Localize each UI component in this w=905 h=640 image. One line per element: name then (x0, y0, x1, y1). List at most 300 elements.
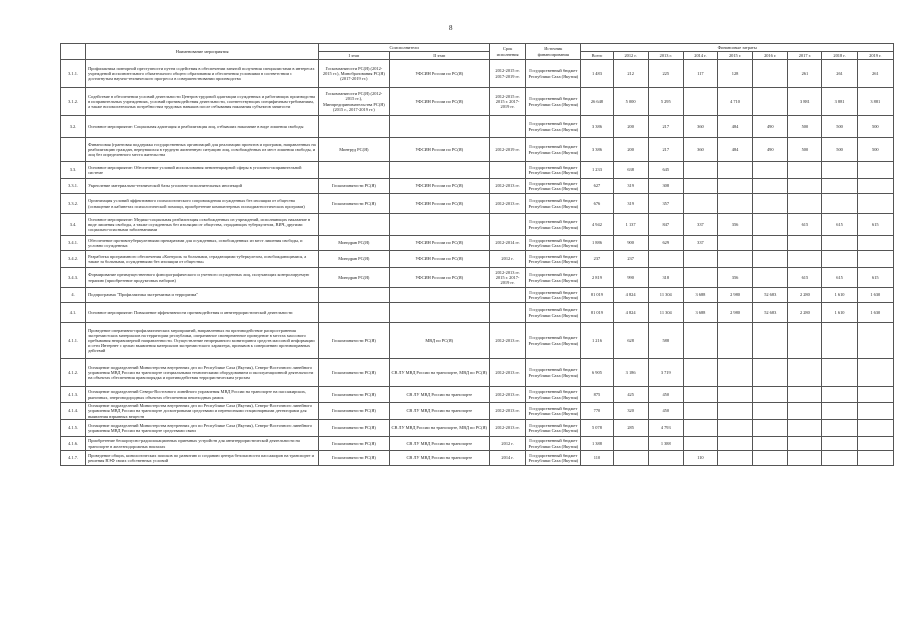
cost-2016 (753, 60, 788, 88)
funding-source: Государственный бюджет Республики Саха (Якутия) (526, 179, 581, 194)
cost-2016 (753, 359, 788, 387)
cost-2012: 1 137 (613, 214, 648, 236)
coexecutor-stage-2: УФСИН России по РС(Я) (389, 194, 489, 214)
cost-2012: 628 (613, 323, 648, 359)
cost-2019 (857, 179, 893, 194)
coexecutor-stage-2: МВД по РС(Я) (389, 323, 489, 359)
row-number: 3.4.3. (61, 268, 86, 288)
cost-2019 (857, 451, 893, 466)
cost-2012: 200 (613, 138, 648, 162)
coexecutor-stage-2: СВ ЛУ МВД России на транспорте (389, 451, 489, 466)
coexecutor-stage-1: Госкомзанятости РС(Я) (319, 437, 389, 451)
cost-2013: 4 793 (648, 420, 683, 437)
cost-2012: 4 824 (613, 303, 648, 323)
cost-2012: 4 824 (613, 288, 648, 303)
funding-source: Государственный бюджет Республики Саха (Якутия) (526, 214, 581, 236)
cost-2012: 320 (613, 403, 648, 420)
header-year-2015: 2015 г. (718, 52, 753, 60)
event-description: Проведение общих, кинологических поисков по развитию и созданию центра безопасности пассажиров на транспорте и решения ВЭФ своих собственных условий (86, 451, 319, 466)
cost-2016: 52 683 (753, 303, 788, 323)
header-stage-2: II этап (389, 52, 489, 60)
coexecutor-stage-2: УФСИН России по РС(Я) (389, 138, 489, 162)
cost-2016 (753, 437, 788, 451)
cost-2015 (718, 420, 753, 437)
table-row (61, 288, 894, 303)
cost-2018 (822, 162, 857, 179)
row-number: 3.1.1. (61, 60, 86, 88)
total-cost: 110 (581, 451, 613, 466)
total-cost: 4 942 (581, 214, 613, 236)
cost-2013: 450 (648, 403, 683, 420)
cost-2018 (822, 437, 857, 451)
table-row (61, 268, 894, 288)
cost-2019: 615 (857, 214, 893, 236)
cost-2018 (822, 323, 857, 359)
event-description: Разработка программного обеспечения «Контроль за больными, страдающими туберкулезом, освобождающимися, а также за больными, осужденными без изоляции от общества» (86, 251, 319, 268)
table-row (61, 194, 894, 214)
execution-term: 2012-2013 гг. (489, 323, 525, 359)
row-number: 3.4. (61, 214, 86, 236)
total-cost: 875 (581, 387, 613, 403)
cost-2015 (718, 403, 753, 420)
cost-2016 (753, 451, 788, 466)
cost-2018 (822, 236, 857, 251)
row-number: 4.1.6. (61, 437, 86, 451)
cost-2014: 110 (683, 451, 717, 466)
cost-2018 (822, 194, 857, 214)
cost-2016 (753, 179, 788, 194)
cost-2016: 52 683 (753, 288, 788, 303)
cost-2018: 261 (822, 60, 857, 88)
header-financial-costs: Финансовые затраты (581, 44, 894, 52)
header-funding-source: Источник финансирования (526, 44, 581, 60)
execution-term (489, 162, 525, 179)
row-number: 4.1.5. (61, 420, 86, 437)
cost-2019: 1 630 (857, 303, 893, 323)
cost-2018: 615 (822, 214, 857, 236)
table-row (61, 359, 894, 387)
funding-source: Государственный бюджет Республики Саха (Якутия) (526, 387, 581, 403)
cost-2012: 319 (613, 179, 648, 194)
total-cost: 627 (581, 179, 613, 194)
cost-2018 (822, 403, 857, 420)
cost-2014 (683, 387, 717, 403)
coexecutor-stage-2: СВ ЛУ МВД России на транспорте, МВД по РС(Я) (389, 420, 489, 437)
table-row (61, 251, 894, 268)
cost-2015 (718, 359, 753, 387)
row-number: 3.3.1. (61, 179, 86, 194)
coexecutor-stage-1 (319, 162, 389, 179)
cost-2014 (683, 251, 717, 268)
funding-source: Государственный бюджет Республики Саха (Якутия) (526, 162, 581, 179)
table-row (61, 303, 894, 323)
header-year-2017: 2017 г. (788, 52, 822, 60)
cost-2013: 5 295 (648, 88, 683, 116)
row-number: 3.3. (61, 162, 86, 179)
cost-2019 (857, 251, 893, 268)
funding-source: Государственный бюджет Республики Саха (Якутия) (526, 323, 581, 359)
funding-source: Государственный бюджет Республики Саха (Якутия) (526, 268, 581, 288)
total-cost: 770 (581, 403, 613, 420)
cost-2019: 615 (857, 268, 893, 288)
header-event-name: Наименование мероприятия (86, 44, 319, 60)
cost-2012: 638 (613, 162, 648, 179)
cost-2016 (753, 214, 788, 236)
funding-source: Государственный бюджет Республики Саха (Якутия) (526, 251, 581, 268)
cost-2018 (822, 420, 857, 437)
coexecutor-stage-1: Госкомзанятости РС(Я) (319, 179, 389, 194)
cost-2019 (857, 420, 893, 437)
total-cost: 1 483 (581, 60, 613, 88)
cost-2014: 3 688 (683, 303, 717, 323)
row-number: 4. (61, 288, 86, 303)
cost-2018: 500 (822, 138, 857, 162)
cost-2019: 500 (857, 138, 893, 162)
cost-2015: 356 (718, 268, 753, 288)
cost-2014: 337 (683, 236, 717, 251)
header-total: Всего (581, 52, 613, 60)
cost-2017 (788, 403, 822, 420)
execution-term: 2012-2015 гг. 2015 г. 2017-2019 гг. (489, 88, 525, 116)
execution-term: 2012 г. (489, 251, 525, 268)
coexecutor-stage-1: Госкомзанятости РС(Я) (319, 403, 389, 420)
row-number: 3.4.1. (61, 236, 86, 251)
event-description: Проведение оперативно-профилактических мероприятий, направленных на противодействие распространения экстремистских материалов на территории республики, оперативное своевременное проведение в местах массового пребывания неправомерной направленности. Осуществление непрерывного мониторинга средств массовой информации и сети Интернет с целью выявления материалов экстремистского характера, призывов к совершению противоправных действий (86, 323, 319, 359)
cost-2016 (753, 403, 788, 420)
cost-2012: 237 (613, 251, 648, 268)
cost-2014: 360 (683, 116, 717, 138)
header-coexecutors: Соисполнители (319, 44, 490, 52)
header-year-2016: 2016 г. (753, 52, 788, 60)
coexecutor-stage-1: Минздрав РС(Я) (319, 268, 389, 288)
cost-2012: 285 (613, 420, 648, 437)
cost-2013 (648, 451, 683, 466)
event-description: Подпрограмма "Профилактика экстремизма и терроризма" (86, 288, 319, 303)
funding-source: Государственный бюджет Республики Саха (Якутия) (526, 88, 581, 116)
event-description: Организация условий эффективного психологического сопровождения осужденных без изоляции от общества (оснащение в кабинетах психологической помощи, приобретение компьютерных психодиагностических программ) (86, 194, 319, 214)
cost-2015: 2 980 (718, 288, 753, 303)
total-cost: 3 386 (581, 138, 613, 162)
cost-2014 (683, 359, 717, 387)
cost-2015: 484 (718, 138, 753, 162)
cost-2013: 588 (648, 323, 683, 359)
execution-term: 2012-2015 гг. 2017-2019 гг. (489, 60, 525, 88)
cost-2017 (788, 162, 822, 179)
funding-source: Государственный бюджет Республики Саха (Якутия) (526, 303, 581, 323)
coexecutor-stage-1 (319, 288, 389, 303)
total-cost: 81 019 (581, 288, 613, 303)
row-number: 4.1.4. (61, 403, 86, 420)
coexecutor-stage-2 (389, 214, 489, 236)
execution-term: 2014 г. (489, 451, 525, 466)
cost-2014 (683, 268, 717, 288)
cost-2016 (753, 236, 788, 251)
coexecutor-stage-1: Госкомзанятости РС(Я) (2012-2015 гг.), Минпредпринимательства РС(Я) (2015 г., 2017-2019 гг.) (319, 88, 389, 116)
table-row (61, 236, 894, 251)
coexecutor-stage-1: Госкомзанятости РС(Я) (319, 387, 389, 403)
cost-2014: 117 (683, 60, 717, 88)
cost-2014 (683, 323, 717, 359)
execution-term: 2012-2013 гг. (489, 359, 525, 387)
execution-term (489, 116, 525, 138)
coexecutor-stage-1: Госкомзанятости РС(Я) (319, 451, 389, 466)
cost-2014: 3 688 (683, 288, 717, 303)
table-row (61, 387, 894, 403)
total-cost: 1 216 (581, 323, 613, 359)
cost-2013: 847 (648, 214, 683, 236)
cost-2019 (857, 387, 893, 403)
cost-2013: 3 719 (648, 359, 683, 387)
page-number: 8 (449, 24, 453, 32)
total-cost: 81 019 (581, 303, 613, 323)
funding-source: Государственный бюджет Республики Саха (Якутия) (526, 236, 581, 251)
coexecutor-stage-2: СВ ЛУ МВД России на транспорте (389, 437, 489, 451)
cost-2017 (788, 194, 822, 214)
cost-2017: 261 (788, 60, 822, 88)
cost-2013: 318 (648, 268, 683, 288)
funding-source: Государственный бюджет Республики Саха (Якутия) (526, 451, 581, 466)
coexecutor-stage-2 (389, 303, 489, 323)
cost-2019: 3 881 (857, 88, 893, 116)
header-year-2019: 2019 г. (857, 52, 893, 60)
table-row (61, 420, 894, 437)
header-year-2013: 2013 г. (648, 52, 683, 60)
cost-2015 (718, 179, 753, 194)
cost-2015: 128 (718, 60, 753, 88)
header-stage-1: I этап (319, 52, 389, 60)
row-number: 4.1.3. (61, 387, 86, 403)
row-number: 3.4.2. (61, 251, 86, 268)
execution-term (489, 214, 525, 236)
funding-source: Государственный бюджет Республики Саха (Якутия) (526, 403, 581, 420)
cost-2012 (613, 437, 648, 451)
cost-2012: 3 186 (613, 359, 648, 387)
cost-2019 (857, 323, 893, 359)
total-cost: 1 233 (581, 162, 613, 179)
cost-2016: 490 (753, 138, 788, 162)
coexecutor-stage-2 (389, 288, 489, 303)
coexecutor-stage-1 (319, 214, 389, 236)
cost-2018: 615 (822, 268, 857, 288)
cost-2017 (788, 387, 822, 403)
cost-2014 (683, 162, 717, 179)
cost-2014 (683, 179, 717, 194)
event-description: Основное мероприятие: Обеспечение условий использования пенитенциарной сферы в уголовно-исправительной системе (86, 162, 319, 179)
event-description: Оснащение подразделений Министерства внутренних дел по Республике Саха (Якутия), Северо-Восточного линейного управления МВД России на транспорте специальными техническими оборудованием и эксплуатационной деятельности на объектах обеспечения правопорядка и противодействия террористическим угрозам (86, 359, 319, 387)
event-description: Формирование преимущественного флюорографического и учетного осужденных лиц, получающих контролируемую терапию (приобретение продуктовых наборов) (86, 268, 319, 288)
cost-2015 (718, 236, 753, 251)
cost-2017 (788, 179, 822, 194)
execution-term: 2012-2019 гг. (489, 138, 525, 162)
table-row (61, 323, 894, 359)
cost-2019 (857, 194, 893, 214)
cost-2016 (753, 323, 788, 359)
cost-2013: 225 (648, 60, 683, 88)
cost-2013: 11 304 (648, 288, 683, 303)
row-number: 3.2. (61, 116, 86, 138)
coexecutor-stage-2: СВ ЛУ МВД России на транспорте (389, 387, 489, 403)
total-cost: 1 886 (581, 236, 613, 251)
coexecutor-stage-2: УФСИН России по РС(Я) (389, 60, 489, 88)
cost-2014: 337 (683, 214, 717, 236)
funding-source: Государственный бюджет Республики Саха (Якутия) (526, 359, 581, 387)
execution-term (489, 288, 525, 303)
coexecutor-stage-2: УФСИН России по РС(Я) (389, 236, 489, 251)
total-cost: 2 819 (581, 268, 613, 288)
event-description: Обеспечение противотуберкулезными препаратами для осужденных, освобожденных из мест лишения свободы, и условно осужденных (86, 236, 319, 251)
total-cost: 237 (581, 251, 613, 268)
cost-2018 (822, 251, 857, 268)
execution-term (489, 303, 525, 323)
cost-2017: 615 (788, 214, 822, 236)
cost-2015: 356 (718, 214, 753, 236)
event-description: Основное мероприятие: Повышение эффективности противодействия и антитеррористической деятельности (86, 303, 319, 323)
cost-2012: 425 (613, 387, 648, 403)
coexecutor-stage-1: Госкомзанятости РС(Я) (319, 323, 389, 359)
cost-2016 (753, 88, 788, 116)
coexecutor-stage-1: Госкомзанятости РС(Я) (319, 359, 389, 387)
cost-2017: 500 (788, 138, 822, 162)
cost-2018 (822, 359, 857, 387)
table-row (61, 403, 894, 420)
cost-2017: 3 881 (788, 88, 822, 116)
coexecutor-stage-2 (389, 162, 489, 179)
cost-2017 (788, 420, 822, 437)
cost-2019 (857, 359, 893, 387)
cost-2014 (683, 194, 717, 214)
funding-source: Государственный бюджет Республики Саха (Якутия) (526, 116, 581, 138)
coexecutor-stage-1: Минздрав РС(Я) (319, 251, 389, 268)
program-events-table (60, 43, 894, 466)
total-cost: 676 (581, 194, 613, 214)
cost-2016 (753, 420, 788, 437)
coexecutor-stage-2: УФСИН России по РС(Я) (389, 268, 489, 288)
coexecutor-stage-2: СВ ЛУ МВД России на транспорте (389, 403, 489, 420)
coexecutor-stage-2 (389, 116, 489, 138)
funding-source: Государственный бюджет Республики Саха (Якутия) (526, 288, 581, 303)
event-description: Оснащение подразделений Министерства внутренних дел по Республике Саха (Якутия), Северо-Восточного линейного управления МВД России на транспорте досмотровыми средствами и переносными стационарными детекторами для выявления взрывных веществ (86, 403, 319, 420)
header-term: Срок исполнения (489, 44, 525, 60)
cost-2014 (683, 403, 717, 420)
table-row (61, 179, 894, 194)
execution-term: 2012 г. (489, 437, 525, 451)
cost-2016 (753, 251, 788, 268)
table-body (61, 60, 894, 466)
cost-2014 (683, 437, 717, 451)
cost-2015: 2 980 (718, 303, 753, 323)
row-number: 4.1.1. (61, 323, 86, 359)
cost-2019 (857, 403, 893, 420)
funding-source: Государственный бюджет Республики Саха (Якутия) (526, 138, 581, 162)
table-row (61, 138, 894, 162)
cost-2015: 4 710 (718, 88, 753, 116)
table-row (61, 162, 894, 179)
table-row (61, 451, 894, 466)
cost-2015 (718, 323, 753, 359)
coexecutor-stage-1: Госкомзанятости РС(Я) (319, 194, 389, 214)
cost-2019 (857, 437, 893, 451)
event-description: Приобретение бескорпусно-радиолокационных приемных устройств для антитеррористической деятельности на транспорте в железнодорожных вокзалах (86, 437, 319, 451)
cost-2013: 645 (648, 162, 683, 179)
cost-2013: 357 (648, 194, 683, 214)
total-cost: 5 078 (581, 420, 613, 437)
total-cost: 1 388 (581, 437, 613, 451)
coexecutor-stage-1: Минтруд РС(Я) (319, 138, 389, 162)
execution-term: 2012-2013 гг. 2015 г. 2017-2019 гг. (489, 268, 525, 288)
cost-2016 (753, 194, 788, 214)
cost-2017 (788, 251, 822, 268)
cost-2016 (753, 268, 788, 288)
cost-2014 (683, 420, 717, 437)
table-row (61, 437, 894, 451)
total-cost: 3 386 (581, 116, 613, 138)
funding-source: Государственный бюджет Республики Саха (Якутия) (526, 420, 581, 437)
coexecutor-stage-1 (319, 116, 389, 138)
funding-source: Государственный бюджет Республики Саха (Якутия) (526, 437, 581, 451)
cost-2018: 1 610 (822, 288, 857, 303)
cost-2019 (857, 236, 893, 251)
header-year-2018: 2018 г. (822, 52, 857, 60)
coexecutor-stage-1: Минздрав РС(Я) (319, 236, 389, 251)
cost-2015 (718, 194, 753, 214)
coexecutor-stage-1: Госкомзанятости РС(Я) (2012-2015 гг.), Минобразования РС(Я) (2017-2019 гг.) (319, 60, 389, 88)
execution-term: 2012-2013 гг. (489, 403, 525, 420)
cost-2018: 1 610 (822, 303, 857, 323)
cost-2016 (753, 162, 788, 179)
event-description: Профилактика повторной преступности путем содействия в обеспечении занятой получения специалистами в интересах учреждений исполнительного обязательного общего образования и обеспечения условиями в соответствии с достигнутым научно-технического прогресса в совершенствовании производства (86, 60, 319, 88)
cost-2018: 500 (822, 116, 857, 138)
cost-2015: 484 (718, 116, 753, 138)
cost-2018 (822, 451, 857, 466)
table-row (61, 88, 894, 116)
cost-2013: 11 304 (648, 303, 683, 323)
cost-2012: 319 (613, 194, 648, 214)
event-description: Основное мероприятие: Медико-социальная реабилитация освобожденных из учреждений, исполняющих наказание в виде лишения свободы, а также осужденных без изоляции от общества, страдающих туберкулезом, ВИЧ, другими социально-опасными заболеваниями (86, 214, 319, 236)
row-number: 4.1.7. (61, 451, 86, 466)
cost-2019 (857, 162, 893, 179)
row-number: 3.1.2. (61, 88, 86, 116)
cost-2017: 500 (788, 116, 822, 138)
total-cost: 6 905 (581, 359, 613, 387)
coexecutor-stage-1: Госкомзанятости РС(Я) (319, 420, 389, 437)
cost-2017 (788, 451, 822, 466)
total-cost: 26 648 (581, 88, 613, 116)
cost-2019: 261 (857, 60, 893, 88)
coexecutor-stage-2: СВ ЛУ МВД России на транспорте, МВД по РС(Я) (389, 359, 489, 387)
cost-2018 (822, 179, 857, 194)
cost-2012: 900 (613, 236, 648, 251)
cost-2014 (683, 88, 717, 116)
header-year-2012: 2012 г. (613, 52, 648, 60)
row-number (61, 138, 86, 162)
cost-2015 (718, 451, 753, 466)
execution-term: 2012-2013 гг. (489, 420, 525, 437)
funding-source: Государственный бюджет Республики Саха (Якутия) (526, 194, 581, 214)
cost-2013: 217 (648, 116, 683, 138)
cost-2013: 308 (648, 179, 683, 194)
cost-2018: 3 881 (822, 88, 857, 116)
cost-2013: 217 (648, 138, 683, 162)
event-description: Финансовая (грантовая поддержка государственных организаций для реализации проектов и программ, направленных на реабилитацию граждан, вернувшихся в трудную жизненную ситуацию лиц, освобождённых из мест лишения свободы, и лиц без определенного места жительства (86, 138, 319, 162)
table-row (61, 214, 894, 236)
cost-2013: 1 388 (648, 437, 683, 451)
cost-2012: 5 000 (613, 88, 648, 116)
row-number: 4.1.2. (61, 359, 86, 387)
cost-2013: 450 (648, 387, 683, 403)
coexecutor-stage-2: УФСИН России по РС(Я) (389, 251, 489, 268)
event-description: Укрепление материально-технической базы уголовно-исполнительных инспекций (86, 179, 319, 194)
execution-term: 2012-2014 гг. (489, 236, 525, 251)
